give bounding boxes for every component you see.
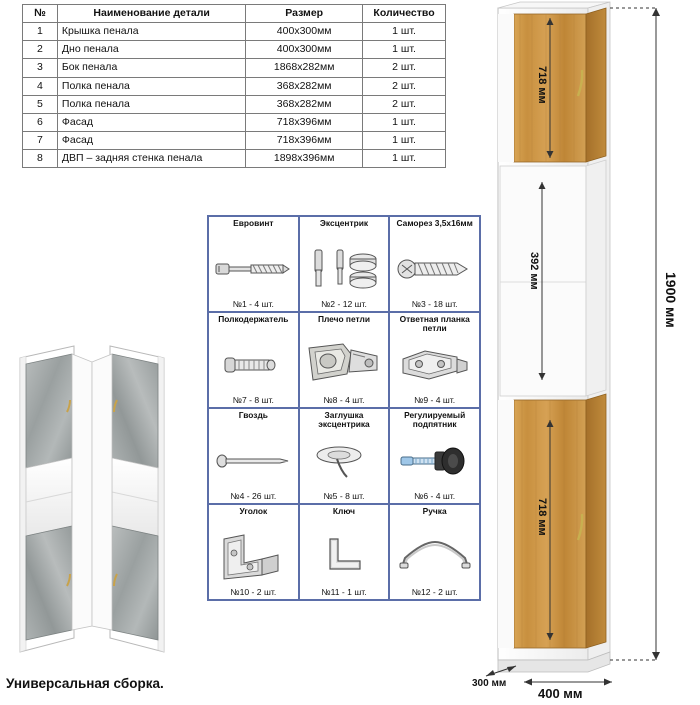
cell-qty: 2 шт.	[363, 95, 446, 113]
table-row	[23, 131, 446, 149]
cell-name: Полка пенала	[57, 77, 245, 95]
th-num: №	[23, 5, 58, 23]
cell-qty: 1 шт.	[363, 131, 446, 149]
hardware-grid	[207, 215, 481, 601]
hardware-qty: №12 - 2 шт.	[411, 587, 458, 597]
left-wardrobe-illustration	[6, 330, 196, 670]
cell-size: 400х300мм	[246, 23, 363, 41]
cell-size: 368х282мм	[246, 95, 363, 113]
hardware-title: Евровинт	[233, 218, 274, 228]
hardware-cell	[389, 216, 480, 312]
hardware-title: Заглушка эксцентрика	[318, 410, 370, 430]
cell-name: Бок пенала	[57, 59, 245, 77]
hardware-cell	[208, 504, 299, 600]
hinge-arm-icon	[301, 335, 388, 395]
handle-icon	[391, 527, 478, 587]
cell-qty: 1 шт.	[363, 113, 446, 131]
dim-width: 400 мм	[538, 686, 583, 701]
th-name: Наименование детали	[57, 5, 245, 23]
cell-name: Полка пенала	[57, 95, 245, 113]
cam-cap-icon	[301, 431, 388, 491]
table-row	[23, 77, 446, 95]
cell-name: Крышка пенала	[57, 23, 245, 41]
cell-num: 6	[23, 113, 58, 131]
hardware-cell	[299, 504, 390, 600]
cell-qty: 1 шт.	[363, 23, 446, 41]
cell-qty: 1 шт.	[363, 41, 446, 59]
hardware-title: Ответная планка петли	[399, 314, 470, 334]
hinge-plate-icon	[391, 335, 478, 395]
hardware-title: Гвоздь	[238, 410, 268, 420]
cell-name: Фасад	[57, 113, 245, 131]
cell-size: 400х300мм	[246, 41, 363, 59]
shelf-support-icon	[210, 335, 297, 395]
hardware-cell	[389, 408, 480, 504]
cell-num: 5	[23, 95, 58, 113]
table-row	[23, 59, 446, 77]
cell-num: 7	[23, 131, 58, 149]
right-wardrobe-illustration	[472, 0, 700, 701]
hardware-qty: №3 - 18 шт.	[411, 299, 458, 309]
hardware-qty: №2 - 12 шт.	[321, 299, 367, 309]
cell-size: 1868х282мм	[246, 59, 363, 77]
hardware-cell	[389, 312, 480, 408]
cell-num: 4	[23, 77, 58, 95]
cell-num: 8	[23, 150, 58, 168]
cell-size: 718х396мм	[246, 113, 363, 131]
table-row	[23, 113, 446, 131]
hardware-qty: №10 - 2 шт.	[230, 587, 277, 597]
hardware-qty: №7 - 8 шт.	[232, 395, 274, 405]
hardware-qty: №11 - 1 шт.	[321, 587, 367, 597]
hardware-title: Ключ	[332, 506, 356, 516]
page-caption: Универсальная сборка.	[6, 676, 164, 691]
self-tapping-screw-icon	[391, 239, 478, 299]
cell-size: 718х396мм	[246, 131, 363, 149]
hardware-qty: №1 - 4 шт.	[232, 299, 274, 309]
dim-bottom-door: 718 мм	[536, 498, 548, 536]
hardware-title: Плечо петли	[317, 314, 371, 324]
hardware-title: Регулируемый подпятник	[404, 410, 466, 430]
hardware-qty: №8 - 4 шт.	[323, 395, 365, 405]
dim-depth: 300 мм	[472, 678, 507, 689]
cell-qty: 2 шт.	[363, 59, 446, 77]
table-row	[23, 95, 446, 113]
hardware-cell	[208, 408, 299, 504]
cell-qty: 1 шт.	[363, 150, 446, 168]
cell-num: 2	[23, 41, 58, 59]
th-size: Размер	[246, 5, 363, 23]
cell-name: Дно пенала	[57, 41, 245, 59]
cell-name: ДВП – задняя стенка пенала	[57, 150, 245, 168]
hardware-qty: №6 - 4 шт.	[414, 491, 456, 501]
hardware-title: Ручка	[422, 506, 447, 516]
nail-icon	[210, 431, 297, 491]
table-row	[23, 23, 446, 41]
cam-lock-icon	[301, 239, 388, 299]
hardware-title: Саморез 3,5х16мм	[396, 218, 473, 228]
hardware-title: Уголок	[239, 506, 268, 516]
table-header-row	[23, 5, 446, 23]
hardware-cell	[208, 216, 299, 312]
cell-num: 3	[23, 59, 58, 77]
euro-screw-icon	[210, 239, 297, 299]
cell-name: Фасад	[57, 131, 245, 149]
cell-qty: 2 шт.	[363, 77, 446, 95]
cell-size: 1898х396мм	[246, 150, 363, 168]
hardware-cell	[299, 312, 390, 408]
dim-total-height: 1900 мм	[663, 272, 679, 328]
table-row	[23, 41, 446, 59]
hardware-title: Эксцентрик	[319, 218, 369, 228]
dim-middle-open: 392 мм	[528, 252, 540, 290]
corner-bracket-icon	[210, 527, 297, 587]
adjustable-foot-icon	[391, 431, 478, 491]
dim-top-door: 718 мм	[536, 66, 548, 104]
hardware-cell	[208, 312, 299, 408]
hardware-title: Полкодержатель	[218, 314, 289, 324]
allen-key-icon	[301, 527, 388, 587]
hardware-cell	[389, 504, 480, 600]
hardware-cell	[299, 216, 390, 312]
cell-num: 1	[23, 23, 58, 41]
hardware-qty: №4 - 26 шт.	[230, 491, 277, 501]
th-qty: Количество	[363, 5, 446, 23]
parts-table	[22, 4, 446, 168]
hardware-cell	[299, 408, 390, 504]
cell-size: 368х282мм	[246, 77, 363, 95]
hardware-qty: №5 - 8 шт.	[323, 491, 365, 501]
hardware-qty: №9 - 4 шт.	[414, 395, 456, 405]
table-row	[23, 150, 446, 168]
